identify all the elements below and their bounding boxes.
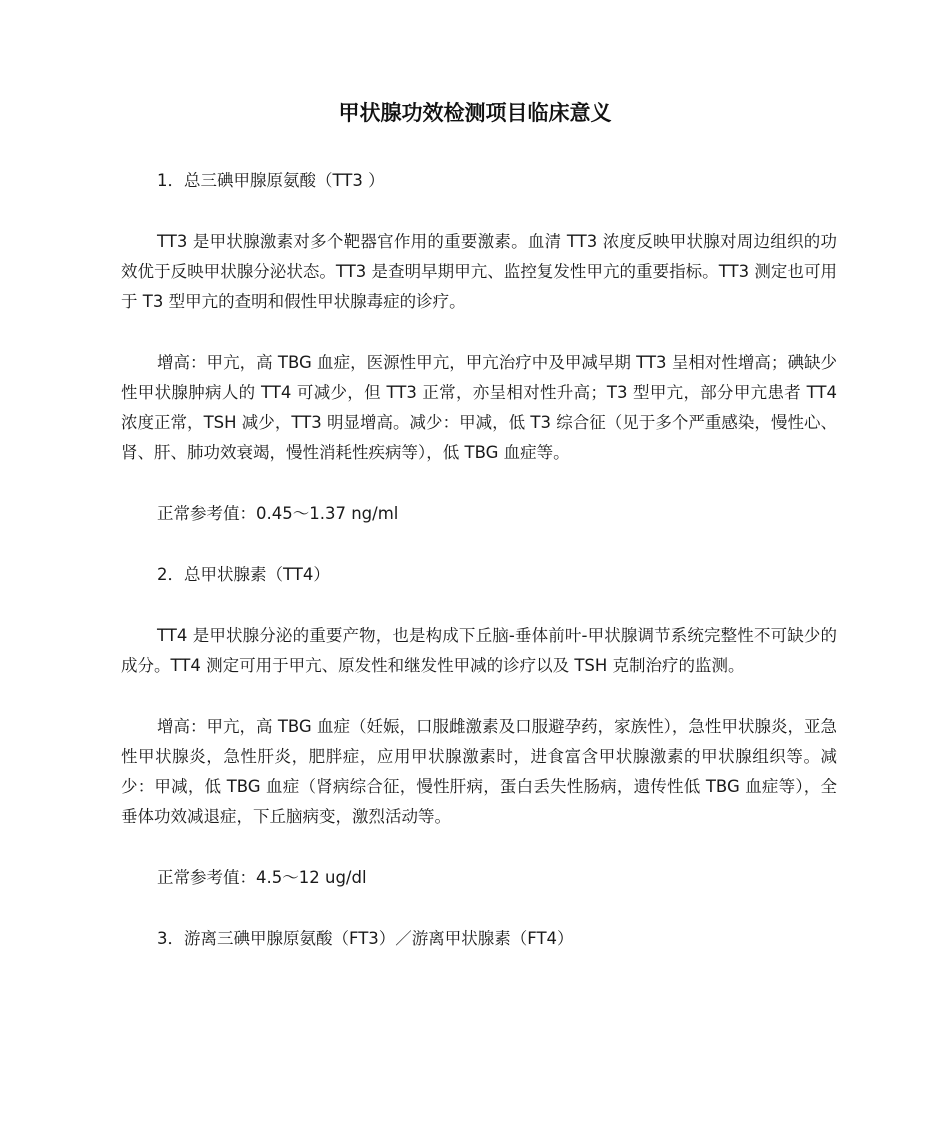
section-2-clinical-significance: 增高：甲亢，高 TBG 血症（妊娠，口服雌激素及口服避孕药，家族性），急性甲状腺炎，亚急性甲状腺炎，急性肝炎，肥胖症，应用甲状腺激素时，进食富含甲状腺激素的甲状腺组织等。减少：甲减，低 TBG 血症（肾病综合征，慢性肝病，蛋白丢失性肠病，遗传性低 TBG 血症等），全垂体功效减退症，下丘脑病变，激烈活动等。	[121, 717, 837, 826]
document-title: 甲状腺功效检测项目临床意义	[338, 101, 612, 125]
section-1-heading: 1．总三碘甲腺原氨酸（TT3 ）	[157, 171, 385, 190]
section-1-clinical-significance: 增高：甲亢，高 TBG 血症，医源性甲亢，甲亢治疗中及甲减早期 TT3 呈相对性增高；碘缺少性甲状腺肿病人的 TT4 可减少，但 TT3 正常，亦呈相对性升高；T3 型甲亢，部分甲亢患者 TT4 浓度正常，TSH 减少，TT3 明显增高。减少：甲减，低 T3 综合征（见于多个严重感染，慢性心、肾、肝、肺功效衰竭，慢性消耗性疾病等），低 TBG 血症等。	[121, 353, 837, 462]
section-2-heading: 2．总甲状腺素（TT4）	[157, 565, 330, 584]
document-body	[121, 166, 837, 985]
section-3-heading: 3．游离三碘甲腺原氨酸（FT3）／游离甲状腺素（FT4）	[157, 929, 574, 948]
section-2-description: TT4 是甲状腺分泌的重要产物，也是构成下丘脑-垂体前叶-甲状腺调节系统完整性不可缺少的成分。TT4 测定可用于甲亢、原发性和继发性甲减的诊疗以及 TSH 克制治疗的监测。	[121, 626, 837, 675]
section-1-description: TT3 是甲状腺激素对多个靶器官作用的重要激素。血清 TT3 浓度反映甲状腺对周边组织的功效优于反映甲状腺分泌状态。TT3 是查明早期甲亢、监控复发性甲亢的重要指标。TT3 测定也可用于 T3 型甲亢的查明和假性甲状腺毒症的诊疗。	[121, 232, 837, 311]
section-2-reference-range: 正常参考值：4.5～12 ug/dl	[157, 868, 367, 887]
section-1-reference-range: 正常参考值：0.45～1.37 ng/ml	[157, 504, 399, 523]
